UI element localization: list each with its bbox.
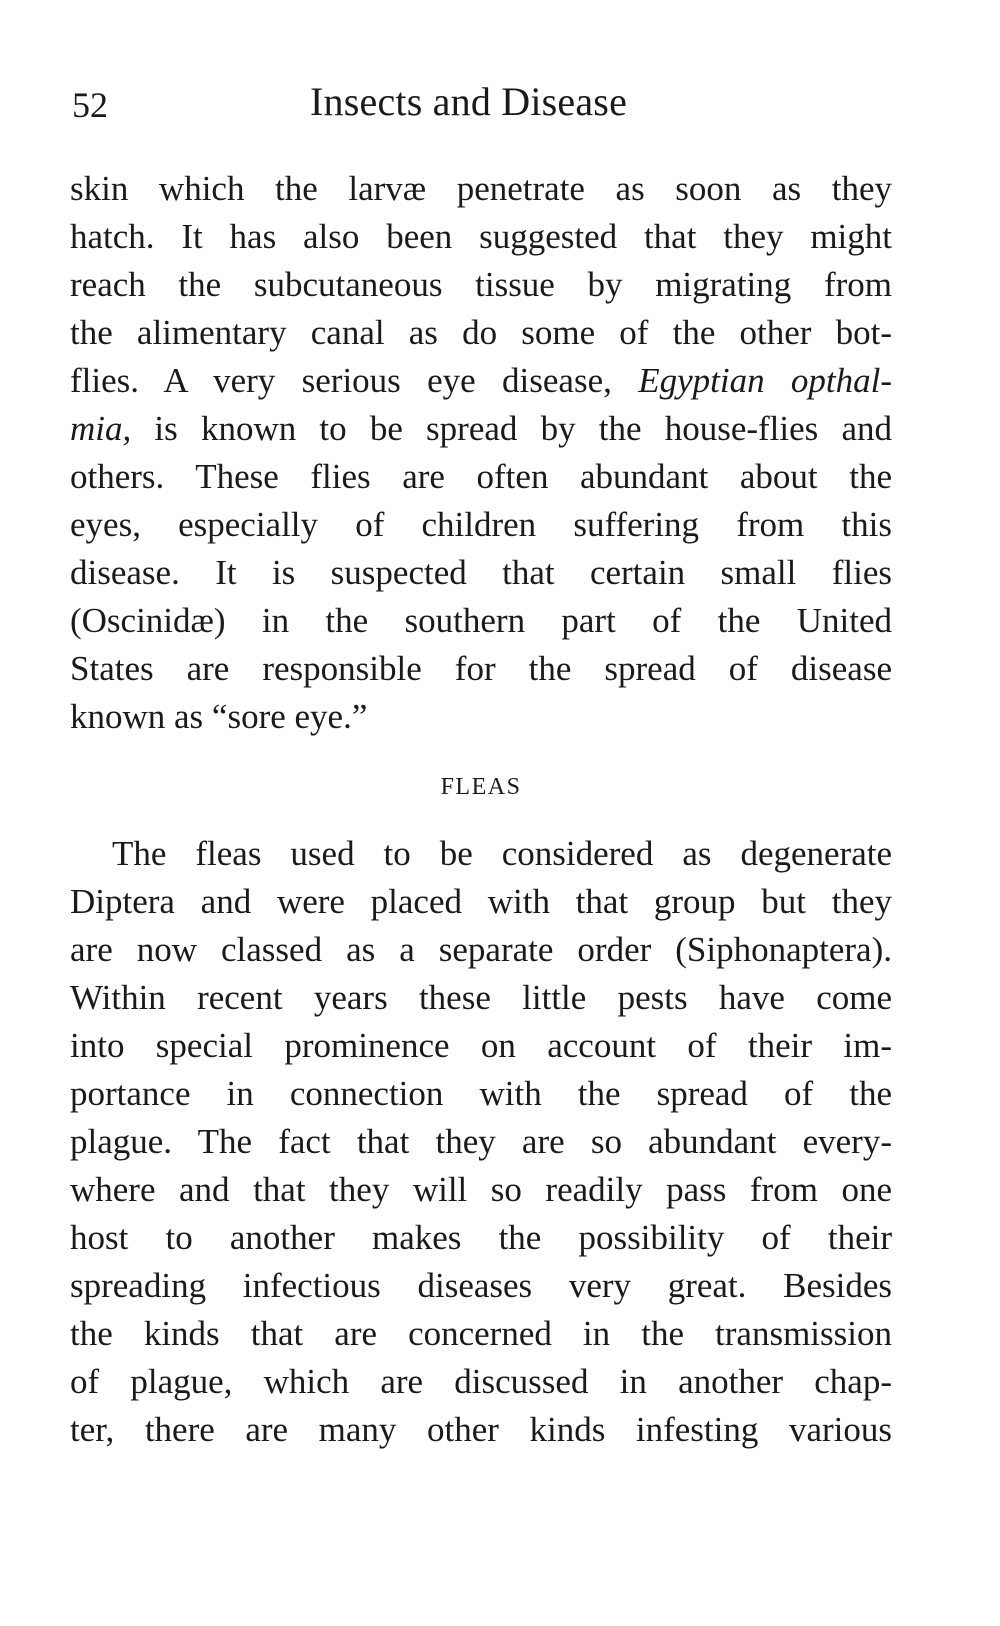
text-line <box>70 357 892 405</box>
text-line: known as “sore eye.” <box>70 697 368 736</box>
text-line: where and that they will so readily pass from one <box>70 1170 892 1209</box>
text-line: ter, there are many other kinds infesting various <box>70 1410 892 1449</box>
running-title: Insects and Disease <box>310 79 628 124</box>
text-line: Within recent years these little pests have come <box>70 978 892 1017</box>
text-segment: is known to be spread by the house-flies and <box>131 409 892 448</box>
text-line: skin which the larvæ penetrate as soon as they <box>70 169 892 208</box>
italic-term: Egyptian opthal- <box>638 361 893 400</box>
book-page <box>70 70 893 1449</box>
text-line: hatch. It has also been suggested that they might <box>70 217 892 256</box>
text-line: into special prominence on account of their im- <box>70 1026 892 1065</box>
text-segment: flies. A very serious eye disease, <box>70 361 639 400</box>
page-number: 52 <box>72 85 108 125</box>
text-line: portance in connection with the spread of the <box>70 1074 892 1113</box>
running-head <box>70 70 892 130</box>
text-line: others. These flies are often abundant about the <box>70 457 892 496</box>
paragraph-continued <box>70 165 892 741</box>
text-line: plague. The fact that they are so abundant every- <box>70 1122 892 1161</box>
text-line <box>70 405 892 453</box>
text-line: the alimentary canal as do some of the other bot- <box>70 313 892 352</box>
text-line: reach the subcutaneous tissue by migrating from <box>70 265 892 304</box>
text-line: spreading infectious diseases very great. Besides <box>70 1266 892 1305</box>
text-line: disease. It is suspected that certain small flies <box>70 553 892 592</box>
text-line: States are responsible for the spread of disease <box>70 649 892 688</box>
text-line: Diptera and were placed with that group but they <box>70 882 892 921</box>
text-line: eyes, especially of children suffering from this <box>70 505 892 544</box>
section-heading: FLEAS <box>440 774 522 800</box>
text-line: The fleas used to be considered as degenerate <box>112 834 892 873</box>
text-line: the kinds that are concerned in the transmission <box>70 1314 892 1353</box>
text-line: of plague, which are discussed in another chap- <box>70 1362 892 1401</box>
paragraph-fleas <box>70 830 892 1454</box>
text-line: host to another makes the possibility of their <box>70 1218 892 1257</box>
text-line: (Oscinidæ) in the southern part of the United <box>70 601 892 640</box>
italic-term: mia, <box>70 409 132 448</box>
text-line: are now classed as a separate order (Siphonaptera). <box>70 930 892 969</box>
